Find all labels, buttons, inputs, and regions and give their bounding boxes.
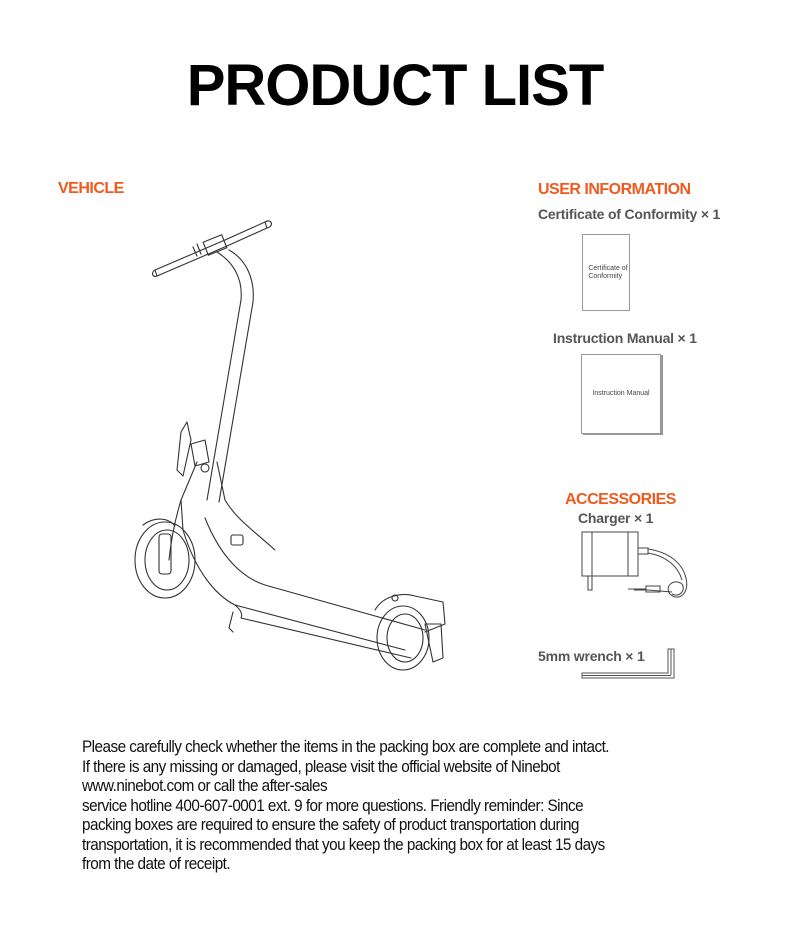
charger-icon — [578, 528, 698, 608]
notice-line: transportation, it is recommended that you keep the packing box for at least 15 days — [82, 834, 605, 854]
packing-notice — [82, 737, 694, 874]
accessories-heading: ACCESSORIES — [565, 491, 676, 508]
certificate-booklet — [582, 234, 630, 311]
instruction-manual-booklet — [581, 354, 661, 434]
manual-label: Instruction Manual × 1 — [553, 330, 697, 346]
page-title: PRODUCT LIST — [186, 53, 604, 118]
wrench-label: 5mm wrench × 1 — [538, 648, 645, 664]
manual-cover-text: Instruction Manual — [592, 390, 650, 397]
certificate-label: Certificate of Conformity × 1 — [538, 206, 721, 222]
notice-line: packing boxes are required to ensure the safety of product transportation during — [82, 815, 579, 834]
vehicle-heading: VEHICLE — [58, 180, 124, 197]
certificate-cover-text: Certificate of Conformity — [588, 264, 628, 280]
notice-line: service hotline 400-607-0001 ext. 9 for more questions. Friendly reminder: Since — [82, 795, 584, 815]
notice-line: If there is any missing or damaged, please visit the official website of Ninebot — [82, 756, 560, 776]
charger-label: Charger × 1 — [578, 510, 654, 526]
notice-line: www.ninebot.com or call the after-sales — [82, 776, 328, 795]
user-information-heading: USER INFORMATION — [538, 181, 691, 198]
hex-wrench-icon — [578, 645, 678, 685]
notice-line: Please carefully check whether the items in the packing box are complete and intact. — [82, 737, 610, 756]
scooter-illustration — [125, 200, 465, 680]
notice-line: from the date of receipt. — [82, 854, 231, 873]
